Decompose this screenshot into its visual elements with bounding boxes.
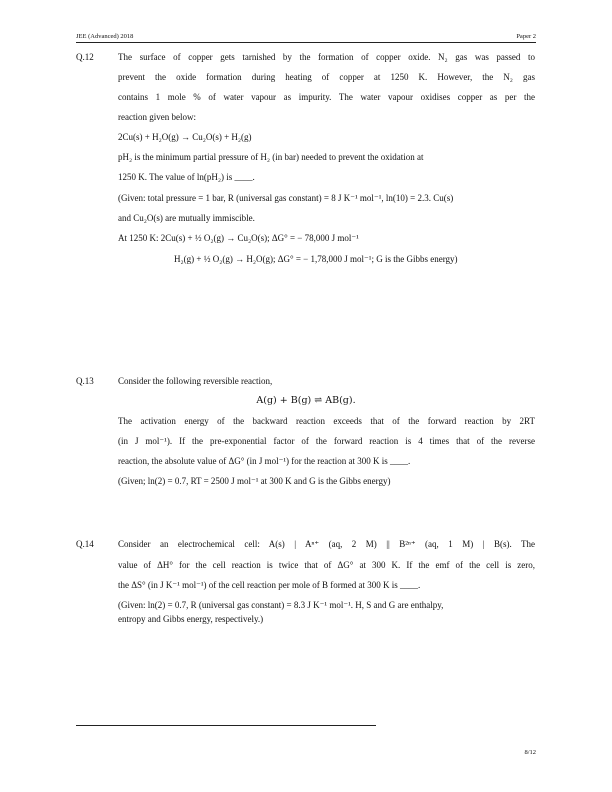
page-number: 8/12 xyxy=(524,749,536,756)
question-number-14: Q.14 xyxy=(76,539,94,549)
q13-equation: A(g) + B(g) ⇌ AB(g). xyxy=(256,395,356,406)
q12-line: prevent the oxide formation during heating of copper at 1250 K. However, the N₂ gas xyxy=(118,72,535,82)
q14-given: entropy and Gibbs energy, respectively.) xyxy=(118,614,264,624)
footer-rule xyxy=(76,725,376,726)
question-number-13: Q.13 xyxy=(76,376,94,386)
q12-reaction-data: H₂(g) + ½ O₂(g) → H₂O(g); ΔG° = − 1,78,000 J mol⁻¹; G is the Gibbs energy) xyxy=(174,254,458,264)
q13-line: reaction, the absolute value of ΔG° (in J mol⁻¹) for the reaction at 300 K is ____. xyxy=(118,456,411,466)
q14-line: Consider an electrochemical cell: A(s) | Aⁿ⁺ (aq, 2 M) || B²ⁿ⁺ (aq, 1 M) | B(s). The xyxy=(118,539,535,549)
question-number-12: Q.12 xyxy=(76,52,94,62)
q12-equation: 2Cu(s) + H₂O(g) → Cu₂O(s) + H₂(g) xyxy=(118,132,252,142)
q13-line: (in J mol⁻¹). If the pre-exponential factor of the forward reaction is 4 times that of the reverse xyxy=(118,436,535,446)
q12-given: and Cu₂O(s) are mutually immiscible. xyxy=(118,213,255,223)
q14-given: (Given: ln(2) = 0.7, R (universal gas constant) = 8.3 J K⁻¹ mol⁻¹. H, S and G are enthalpy, xyxy=(118,600,444,610)
q14-line: the ΔS° (in J K⁻¹ mol⁻¹) of the cell reaction per mole of B formed at 300 K is ____. xyxy=(118,580,421,590)
q13-line: The activation energy of the backward reaction exceeds that of the forward reaction by 2RT xyxy=(118,416,535,426)
q12-line: reaction given below: xyxy=(118,112,196,122)
q12-line: pH₂ is the minimum partial pressure of H₂ (in bar) needed to prevent the oxidation at xyxy=(118,152,424,162)
q14-line: value of ΔH° for the cell reaction is twice that of ΔG° at 300 K. If the emf of the cell is zero, xyxy=(118,560,535,570)
q12-line: contains 1 mole % of water vapour as impurity. The water vapour oxidises copper as per the xyxy=(118,92,535,102)
paper-label: Paper 2 xyxy=(516,33,536,40)
header-rule xyxy=(76,42,536,43)
exam-title: JEE (Advanced) 2018 xyxy=(76,33,134,40)
q13-line: Consider the following reversible reaction, xyxy=(118,376,273,386)
q12-given: (Given: total pressure = 1 bar, R (universal gas constant) = 8 J K⁻¹ mol⁻¹, ln(10) = 2.3. Cu(s) xyxy=(118,193,454,203)
q12-reaction-data: At 1250 K: 2Cu(s) + ½ O₂(g) → Cu₂O(s); ΔG° = − 78,000 J mol⁻¹ xyxy=(118,233,359,243)
q12-line: The surface of copper gets tarnished by the formation of copper oxide. N₂ gas was passed to xyxy=(118,52,535,62)
q13-given: (Given; ln(2) = 0.7, RT = 2500 J mol⁻¹ at 300 K and G is the Gibbs energy) xyxy=(118,476,391,486)
q12-line: 1250 K. The value of ln(pH₂) is ____. xyxy=(118,172,255,182)
